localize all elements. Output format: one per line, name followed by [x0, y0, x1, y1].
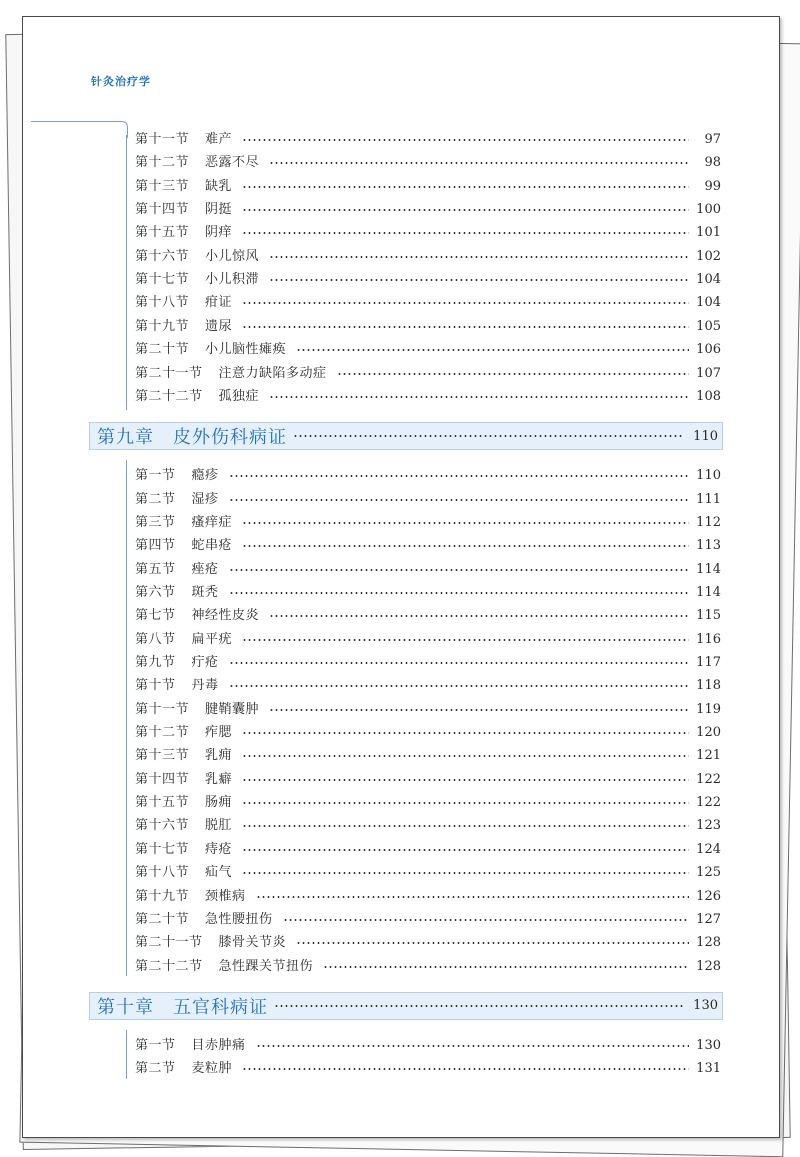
- section-title: 肠痈: [205, 795, 233, 811]
- section-number: 第九节: [135, 655, 176, 670]
- section-page-number: 102: [696, 248, 721, 264]
- section-bracket: [31, 121, 128, 138]
- dot-leader: [269, 278, 689, 282]
- section-title: 痄腮: [205, 725, 233, 741]
- section-number: 第十八节: [135, 865, 190, 881]
- section-page-number: 123: [696, 818, 721, 834]
- toc-row[interactable]: [135, 700, 721, 720]
- section-number: 第八节: [135, 631, 176, 647]
- section-title: 瘙痒症: [191, 514, 233, 530]
- section-page-number: 112: [696, 514, 721, 530]
- section-page-number: 113: [696, 538, 721, 554]
- toc-row[interactable]: [135, 583, 721, 603]
- dot-leader: [242, 185, 689, 189]
- section-page-number: 117: [696, 655, 721, 670]
- dot-leader: [269, 255, 689, 259]
- section-number: 第十五节: [135, 225, 190, 241]
- dot-leader: [242, 544, 689, 548]
- section-title: 疔疮: [191, 655, 219, 670]
- section-title: 扁平疣: [191, 631, 233, 647]
- section-number: 第一节: [135, 1037, 176, 1053]
- section-title: 小儿积滞: [205, 272, 260, 288]
- dot-leader: [242, 754, 689, 758]
- section-number: 第十二节: [135, 725, 190, 741]
- dot-leader: [293, 434, 684, 438]
- section-page-number: 110: [696, 468, 721, 484]
- dot-leader: [229, 498, 689, 502]
- dot-leader: [242, 871, 689, 875]
- dot-leader: [242, 521, 689, 525]
- section-page-number: 114: [696, 584, 721, 600]
- toc-row[interactable]: [135, 723, 721, 743]
- toc-row[interactable]: [135, 816, 721, 836]
- toc-row[interactable]: [135, 293, 721, 313]
- group-rule: [126, 460, 127, 976]
- toc-row[interactable]: [135, 887, 721, 907]
- section-title: 小儿惊风: [205, 248, 260, 264]
- toc-row[interactable]: [135, 770, 721, 790]
- section-title: 神经性皮炎: [191, 608, 260, 624]
- section-page-number: 107: [696, 365, 721, 381]
- toc-row[interactable]: [135, 340, 721, 360]
- section-number: 第十五节: [135, 795, 190, 811]
- section-number: 第六节: [135, 584, 176, 600]
- section-page-number: 105: [696, 318, 721, 334]
- toc-row[interactable]: [135, 630, 721, 650]
- section-title: 乳痈: [205, 748, 233, 764]
- section-page-number: 122: [696, 771, 721, 787]
- section-title: 脱肛: [205, 818, 233, 834]
- dot-leader: [242, 325, 689, 329]
- dot-leader: [256, 895, 689, 899]
- section-number: 第一节: [135, 468, 176, 484]
- section-page-number: 111: [696, 491, 721, 507]
- section-title: 腱鞘囊肿: [205, 701, 260, 717]
- toc-row[interactable]: [135, 676, 721, 696]
- section-title: 痔疮: [205, 841, 233, 857]
- section-number: 第二十二节: [135, 958, 203, 974]
- section-number: 第三节: [135, 514, 176, 530]
- section-page-number: 126: [696, 888, 721, 904]
- dot-leader: [242, 731, 689, 735]
- section-page-number: 100: [696, 202, 721, 218]
- toc-row[interactable]: [135, 653, 721, 673]
- section-number: 第二十节: [135, 911, 190, 927]
- section-title: 遗尿: [205, 318, 233, 334]
- section-number: 第十一节: [135, 132, 190, 147]
- dot-leader: [242, 231, 689, 235]
- section-bracket-line: [126, 135, 127, 410]
- section-number: 第二十二节: [135, 388, 203, 404]
- section-page-number: 106: [696, 342, 721, 358]
- section-title: 丹毒: [191, 678, 219, 694]
- toc-page: [22, 16, 780, 1138]
- section-title: 湿疹: [191, 491, 219, 507]
- toc-row[interactable]: [135, 200, 721, 220]
- section-title: 急性腰扭伤: [205, 911, 273, 927]
- dot-leader: [242, 801, 689, 805]
- section-number: 第十二节: [135, 155, 190, 171]
- section-title: 乳癖: [205, 771, 233, 787]
- toc-row[interactable]: [135, 793, 721, 813]
- section-number: 第十八节: [135, 295, 190, 311]
- dot-leader: [269, 395, 689, 399]
- section-page-number: 101: [696, 225, 721, 241]
- dot-leader: [229, 474, 689, 478]
- toc-row[interactable]: [135, 490, 721, 510]
- section-number: 第十一节: [135, 701, 190, 717]
- section-title: 斑秃: [191, 584, 219, 600]
- toc-row[interactable]: [135, 317, 721, 337]
- section-title: 难产: [205, 132, 233, 147]
- toc-row[interactable]: [135, 223, 721, 243]
- section-page-number: 119: [696, 701, 721, 717]
- toc-row[interactable]: [135, 536, 721, 556]
- section-page-number: 130: [696, 1037, 721, 1053]
- dot-leader: [229, 568, 689, 572]
- section-title: 瘾疹: [191, 468, 219, 484]
- section-page-number: 128: [696, 935, 721, 951]
- section-number: 第五节: [135, 561, 176, 577]
- dot-leader: [323, 965, 689, 969]
- section-number: 第二节: [135, 1061, 176, 1077]
- section-number: 第十九节: [135, 888, 190, 904]
- section-number: 第七节: [135, 608, 176, 624]
- section-page-number: 99: [704, 178, 721, 194]
- dot-leader: [242, 848, 689, 852]
- section-page-number: 128: [696, 958, 721, 974]
- section-page-number: 121: [696, 748, 721, 764]
- section-number: 第二十节: [135, 342, 190, 358]
- section-number: 第十九节: [135, 318, 190, 334]
- toc-row[interactable]: [135, 513, 721, 533]
- dot-leader: [242, 824, 689, 828]
- section-title: 膝骨关节炎: [218, 935, 287, 951]
- dot-leader: [296, 348, 689, 352]
- chapter-title: 第十章 五官科病证: [97, 996, 268, 1018]
- section-number: 第二十一节: [135, 935, 203, 951]
- toc-row[interactable]: [135, 957, 721, 977]
- section-title: 疳证: [205, 295, 233, 311]
- section-title: 急性踝关节扭伤: [218, 958, 314, 974]
- section-page-number: 115: [696, 608, 721, 624]
- section-title: 蛇串疮: [191, 538, 233, 554]
- section-page-number: 116: [696, 631, 721, 647]
- section-page-number: 124: [696, 841, 721, 857]
- section-page-number: 131: [696, 1061, 721, 1077]
- toc-row[interactable]: [135, 840, 721, 860]
- chapter-page-number: 110: [693, 428, 718, 444]
- dot-leader: [242, 301, 689, 305]
- section-page-number: 97: [704, 132, 721, 147]
- section-title: 目赤肿痛: [191, 1037, 246, 1053]
- section-page-number: 120: [696, 725, 721, 741]
- toc-row[interactable]: [135, 1036, 721, 1056]
- chapter-title: 第九章 皮外伤科病证: [97, 427, 287, 449]
- section-number: 第十六节: [135, 248, 190, 264]
- toc-row[interactable]: [135, 364, 721, 384]
- section-number: 第十七节: [135, 272, 190, 288]
- section-page-number: 98: [704, 155, 721, 171]
- toc-row[interactable]: [135, 746, 721, 766]
- section-page-number: 114: [696, 561, 721, 577]
- section-title: 麦粒肿: [191, 1061, 233, 1077]
- dot-leader: [242, 138, 689, 142]
- dot-leader: [274, 1004, 684, 1008]
- toc-row[interactable]: [135, 1059, 721, 1079]
- section-title: 阴挺: [205, 202, 233, 218]
- section-title: 痤疮: [191, 561, 219, 577]
- section-title: 注意力缺陷多动症: [218, 365, 327, 381]
- dot-leader: [283, 918, 689, 922]
- toc-row[interactable]: [135, 177, 721, 197]
- section-page-number: 118: [696, 678, 721, 694]
- dot-leader: [229, 591, 689, 595]
- dot-leader: [242, 778, 689, 782]
- section-number: 第二节: [135, 491, 176, 507]
- dot-leader: [242, 208, 689, 212]
- dot-leader: [337, 372, 689, 376]
- dot-leader: [256, 1044, 689, 1048]
- section-number: 第二十一节: [135, 365, 203, 381]
- section-number: 第十四节: [135, 771, 190, 787]
- section-number: 第十四节: [135, 202, 190, 218]
- section-title: 缺乳: [205, 178, 233, 194]
- chapter-heading[interactable]: [89, 422, 723, 450]
- chapter-page-number: 130: [693, 998, 718, 1014]
- section-title: 小儿脑性瘫痪: [205, 342, 287, 358]
- dot-leader: [269, 161, 689, 165]
- section-number: 第十六节: [135, 818, 190, 834]
- dot-leader: [229, 684, 689, 688]
- section-title: 疝气: [205, 865, 233, 881]
- dot-leader: [269, 708, 689, 712]
- section-title: 颈椎病: [205, 888, 246, 904]
- section-number: 第十七节: [135, 841, 190, 857]
- section-number: 第四节: [135, 538, 176, 554]
- toc-row[interactable]: [135, 153, 721, 173]
- toc-row[interactable]: [135, 270, 721, 290]
- section-title: 恶露不尽: [205, 155, 260, 171]
- dot-leader: [269, 614, 689, 618]
- toc-row[interactable]: [135, 606, 721, 626]
- section-title: 孤独症: [218, 388, 260, 404]
- dot-leader: [296, 941, 689, 945]
- group-rule: [126, 1030, 127, 1079]
- section-page-number: 108: [696, 388, 721, 404]
- running-head: 针灸治疗学: [91, 75, 151, 88]
- toc-row[interactable]: [135, 466, 721, 486]
- dot-leader: [242, 638, 689, 642]
- section-number: 第十三节: [135, 748, 190, 764]
- section-number: 第十三节: [135, 178, 190, 194]
- dot-leader: [229, 661, 689, 665]
- chapter-heading[interactable]: [89, 992, 723, 1020]
- section-page-number: 127: [696, 911, 721, 927]
- toc-row[interactable]: [135, 387, 721, 407]
- section-page-number: 104: [696, 272, 721, 288]
- toc-row[interactable]: [135, 910, 721, 930]
- section-number: 第十节: [135, 678, 176, 694]
- toc-row[interactable]: [135, 130, 721, 150]
- toc-row[interactable]: [135, 560, 721, 580]
- dot-leader: [242, 1067, 689, 1071]
- toc-row[interactable]: [135, 863, 721, 883]
- section-page-number: 122: [696, 795, 721, 811]
- section-page-number: 104: [696, 295, 721, 311]
- section-page-number: 125: [696, 865, 721, 881]
- section-title: 阴痒: [205, 225, 233, 241]
- toc-row[interactable]: [135, 933, 721, 953]
- toc-row[interactable]: [135, 247, 721, 267]
